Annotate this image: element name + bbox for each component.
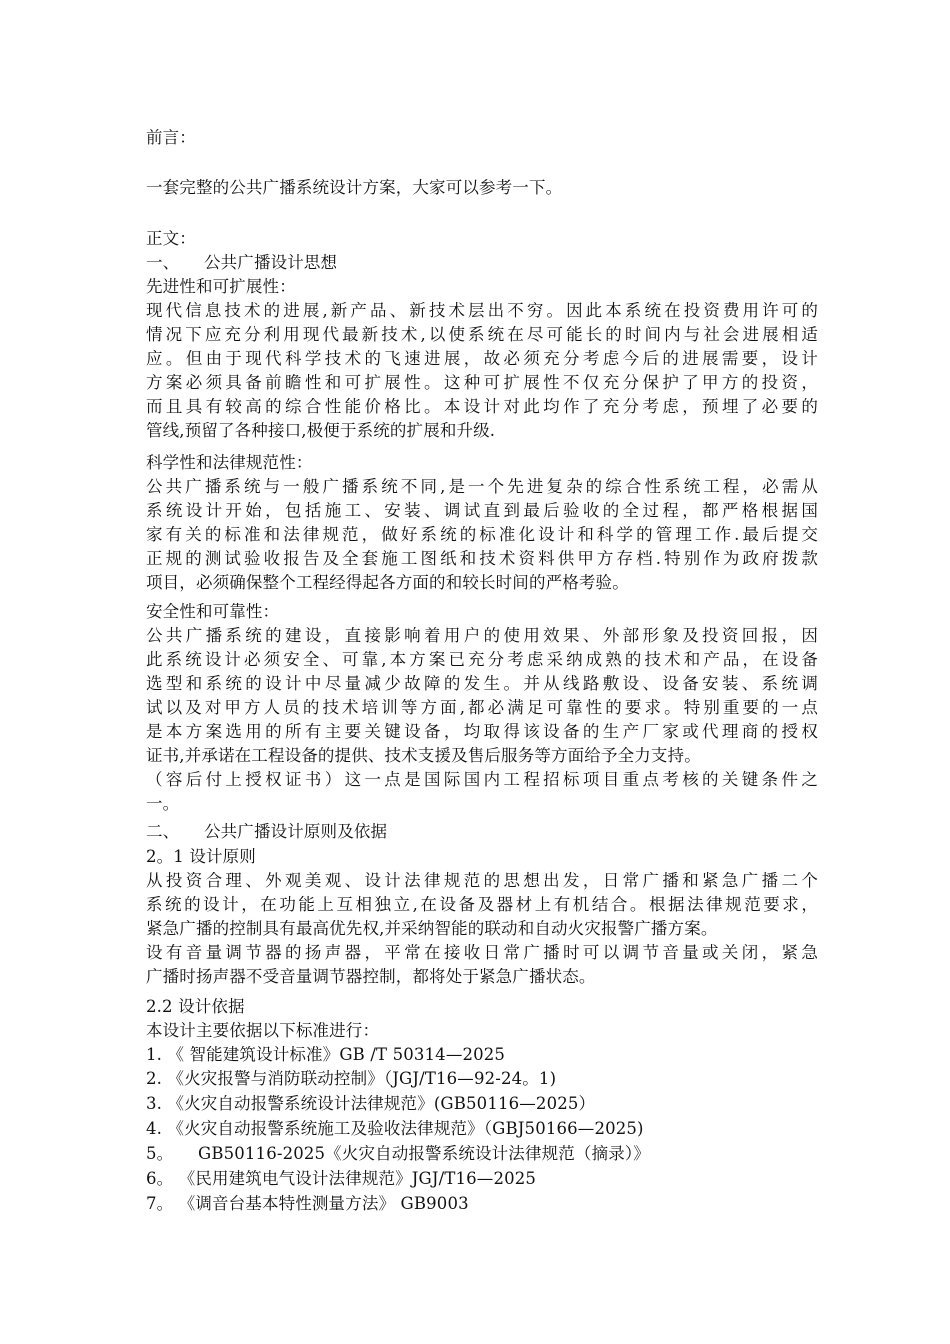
body-heading: 正文：	[146, 229, 196, 248]
section-1-heading	[146, 251, 337, 275]
p2-line: 公共广播系统与一般广播系统不同,是一个先进复杂的综合性系统工程，必需从	[146, 477, 818, 496]
section-1-title: 公共广播设计思想	[204, 253, 338, 272]
p1-heading: 先进性和可扩展性：	[146, 277, 296, 296]
p1-line: 管线,预留了各种接口,极便于系统的扩展和升级.	[146, 421, 496, 440]
p3-line: 选型和系统的设计中尽量减少故障的发生。并从线路敷设、设备安装、系统调	[146, 674, 818, 693]
s21-line: 紧急广播的控制具有最高优先权,并采纳智能的联动和自动火灾报警广播方案。	[146, 919, 718, 938]
p1-line: 方案必须具备前瞻性和可扩展性。这种可扩展性不仅充分保护了甲方的投资，	[146, 373, 818, 392]
p3-line: 试以及对甲方人员的技术培训等方面,都必满足可靠性的要求。特别重要的一点	[146, 698, 818, 717]
p3-line: 一。	[146, 794, 180, 813]
s21-line: 从投资合理、外观美观、设计法律规范的思想出发，日常广播和紧急广播二个	[146, 871, 818, 890]
s21-line: 广播时扬声器不受音量调节器控制，都将处于紧急广播状态。	[146, 967, 596, 986]
s22-intro: 本设计主要依据以下标准进行：	[146, 1021, 380, 1040]
s21-line: 设有音量调节器的扬声器，平常在接收日常广播时可以调节音量或关闭，紧急	[146, 943, 818, 962]
p1-line: 情况下应充分利用现代最新技术,以使系统在尽可能长的时间内与社会进展相适	[146, 325, 818, 344]
p2-line: 正规的测试验收报告及全套施工图纸和技术资料供甲方存档.特别作为政府拨款	[146, 549, 818, 568]
p1-line: 而且具有较高的综合性能价格比。本设计对此均作了充分考虑，预埋了必要的	[146, 397, 818, 416]
section-2-number: 二、	[146, 822, 180, 841]
section-2-title: 公共广播设计原则及依据	[204, 822, 388, 841]
preface-text: 一套完整的公共广播系统设计方案，大家可以参考一下。	[146, 178, 563, 197]
subsection-2-1-heading: 2。1 设计原则	[146, 847, 256, 866]
standard-item: 3. 《火灾自动报警系统设计法律规范》(GB50116—2025）	[146, 1094, 596, 1113]
standard-item: 4. 《火灾自动报警系统施工及验收法律规范》（GBJ50166—2025)	[146, 1119, 644, 1138]
p2-heading: 科学性和法律规范性：	[146, 453, 313, 472]
p3-line: 此系统设计必须安全、可靠,本方案已充分考虑采纳成熟的技术和产品，在设备	[146, 650, 818, 669]
s21-line: 系统的设计，在功能上互相独立,在设备及器材上有机结合。根据法律规范要求，	[146, 895, 818, 914]
p2-line: 项目，必须确保整个工程经得起各方面的和较长时间的严格考验。	[146, 573, 629, 592]
preface-heading: 前言：	[146, 128, 196, 147]
standard-item: 7。 《调音台基本特性测量方法》 GB9003	[146, 1194, 469, 1213]
p2-line: 系统设计开始，包括施工、安装、调试直到最后验收的全过程，都严格根据国	[146, 501, 818, 520]
p1-line: 应。但由于现代科学技术的飞速进展，故必须充分考虑今后的进展需要，设计	[146, 349, 818, 368]
subsection-2-2-heading: 2.2 设计依据	[146, 997, 245, 1016]
standard-item-number: 5。	[146, 1144, 174, 1163]
p3-line: 公共广播系统的建设，直接影响着用户的使用效果、外部形象及投资回报，因	[146, 626, 818, 645]
p3-line: （容后付上授权证书）这一点是国际国内工程招标项目重点考核的关键条件之	[146, 770, 818, 789]
p3-heading: 安全性和可靠性：	[146, 602, 280, 621]
p3-line: 是本方案选用的所有主要关键设备，均取得该设备的生产厂家或代理商的授权	[146, 722, 818, 741]
p3-line: 证书,并承诺在工程设备的提供、技术支援及售后服务等方面给予全力支持。	[146, 746, 701, 765]
standard-item: 1. 《 智能建筑设计标准》GB /T 50314—2025	[146, 1045, 506, 1064]
p2-line: 家有关的标准和法律规范，做好系统的标准化设计和科学的管理工作.最后提交	[146, 525, 818, 544]
p1-line: 现代信息技术的进展,新产品、新技术层出不穷。因此本系统在投资费用许可的	[146, 301, 818, 320]
standard-item-text: GB50116-2025《火灾自动报警系统设计法律规范（摘录）》	[198, 1144, 650, 1163]
section-1-number: 一、	[146, 253, 180, 272]
standard-item: 6。 《民用建筑电气设计法律规范》JGJ/T16—2025	[146, 1169, 537, 1188]
standard-item: 2. 《火灾报警与消防联动控制》（JGJ/T16—92-24。1)	[146, 1069, 557, 1088]
standard-item	[146, 1142, 650, 1166]
section-2-heading	[146, 820, 387, 844]
